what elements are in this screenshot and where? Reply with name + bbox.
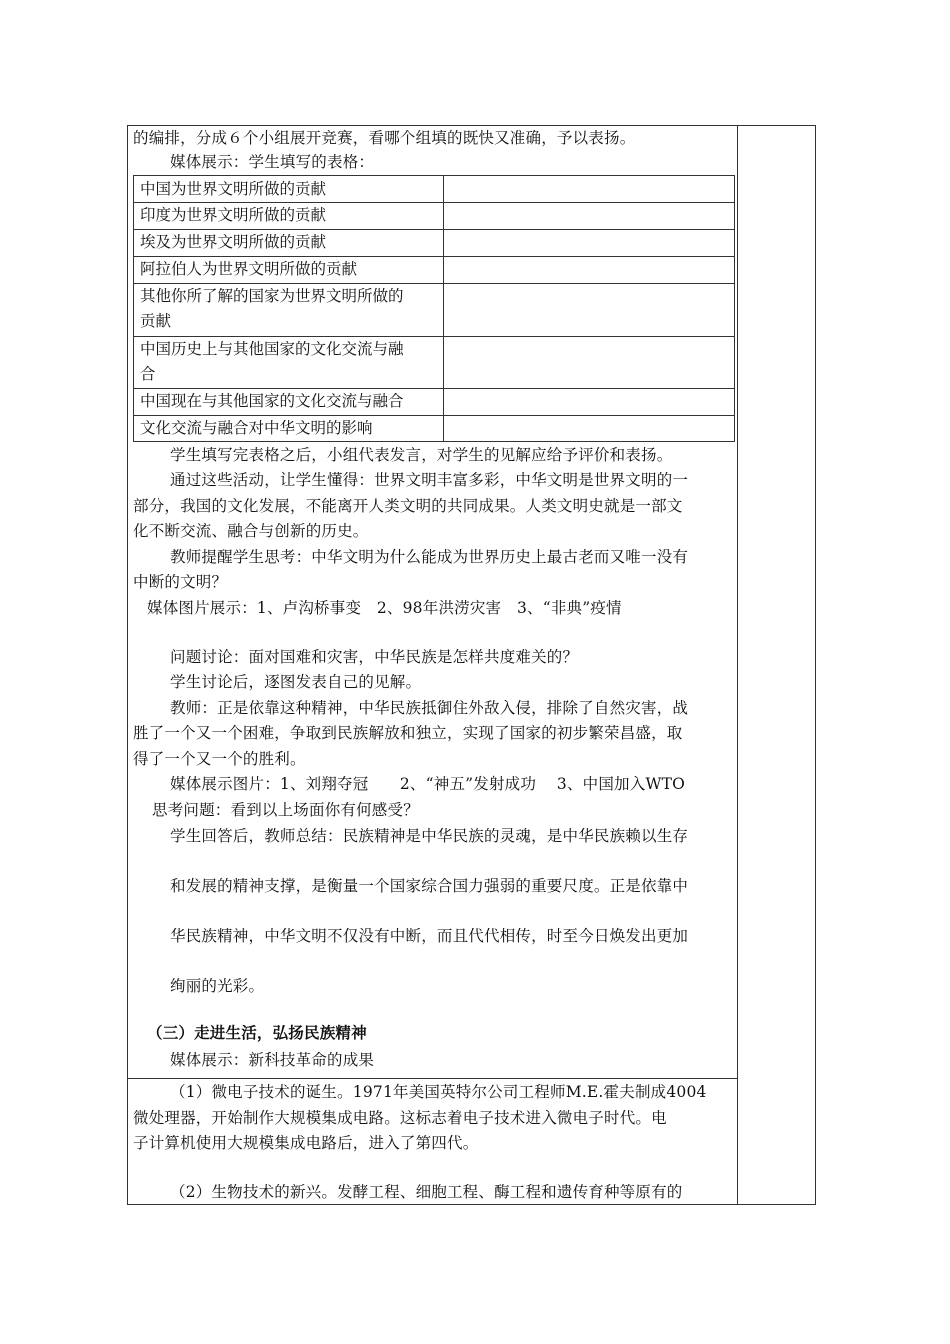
notes-column-divider	[737, 125, 738, 1205]
paragraph: 得了一个又一个的胜利。	[133, 750, 306, 768]
paragraph: 学生填写完表格之后，小组代表发言，对学生的见解应给予评价和表扬。	[170, 446, 673, 464]
media-display-label: 媒体展示：学生填写的表格：	[170, 153, 375, 171]
table-row: 中国历史上与其他国家的文化交流与融	[140, 340, 404, 358]
paragraph: 部分，我国的文化发展，不能离开人类文明的共同成果。人类文明史就是一部文	[133, 497, 683, 515]
table-row: 贡献	[140, 312, 172, 330]
paragraph: 媒体展示图片：1、刘翔夺冠 2、“神五”发射成功 3、中国加入WTO	[170, 775, 686, 793]
paragraph: 学生讨论后，逐图发表自己的见解。	[170, 673, 422, 691]
paragraph: （2）生物技术的新兴。发酵工程、细胞工程、酶工程和遗传育种等原有的	[170, 1183, 683, 1201]
paragraph: 教师提醒学生思考：中华文明为什么能成为世界历史上最古老而又唯一没有	[170, 548, 689, 566]
paragraph: （1）微电子技术的诞生。1971年美国英特尔公司工程师M.E.霍夫制成4004	[170, 1083, 707, 1101]
paragraph: 子计算机使用大规模集成电路后，进入了第四代。	[133, 1134, 479, 1152]
table-row: 中国现在与其他国家的文化交流与融合	[140, 392, 404, 410]
table-row: 印度为世界文明所做的贡献	[140, 206, 327, 224]
table-row: 中国为世界文明所做的贡献	[140, 180, 327, 198]
paragraph: 学生回答后，教师总结：民族精神是中华民族的灵魂，是中华民族赖以生存	[170, 827, 689, 845]
paragraph: 教师：正是依靠这种精神，中华民族抵御住外敌入侵，排除了自然灾害，战	[170, 699, 689, 717]
paragraph: 思考问题：看到以上场面你有何感受？	[152, 801, 419, 819]
paragraph: 华民族精神，中华文明不仅没有中断，而且代代相传，时至今日焕发出更加	[170, 927, 689, 945]
paragraph: 通过这些活动，让学生懂得：世界文明丰富多彩，中华文明是世界文明的一	[170, 471, 689, 489]
table-row: 阿拉伯人为世界文明所做的贡献	[140, 260, 358, 278]
table-row: 文化交流与融合对中华文明的影响	[140, 419, 373, 437]
paragraph: 胜了一个又一个困难，争取到民族解放和独立，实现了国家的初步繁荣昌盛，取	[133, 724, 683, 742]
paragraph: 中断的文明？	[133, 573, 228, 591]
intro-line: 的编排，分成６个小组展开竞赛，看哪个组填的既快又准确，予以表扬。	[133, 129, 636, 147]
paragraph: 媒体展示：新科技革命的成果	[170, 1051, 375, 1069]
table-row: 其他你所了解的国家为世界文明所做的	[140, 287, 404, 305]
section-heading: （三）走进生活，弘扬民族精神	[147, 1023, 367, 1042]
table-row: 合	[140, 365, 156, 383]
paragraph: 媒体图片展示：1、卢沟桥事变 2、98年洪涝灾害 3、“非典”疫情	[147, 599, 622, 617]
table-column-divider	[443, 176, 444, 441]
paragraph: 绚丽的光彩。	[170, 977, 265, 995]
paragraph: 问题讨论：面对国难和灾害，中华民族是怎样共度难关的？	[170, 648, 579, 666]
contribution-table	[133, 175, 735, 442]
paragraph: 和发展的精神支撑，是衡量一个国家综合国力强弱的重要尺度。正是依靠中	[170, 877, 689, 895]
paragraph: 微处理器，开始制作大规模集成电路。这标志着电子技术进入微电子时代。电	[133, 1109, 667, 1127]
paragraph: 化不断交流、融合与创新的历史。	[133, 522, 369, 540]
table-row: 埃及为世界文明所做的贡献	[140, 233, 327, 251]
